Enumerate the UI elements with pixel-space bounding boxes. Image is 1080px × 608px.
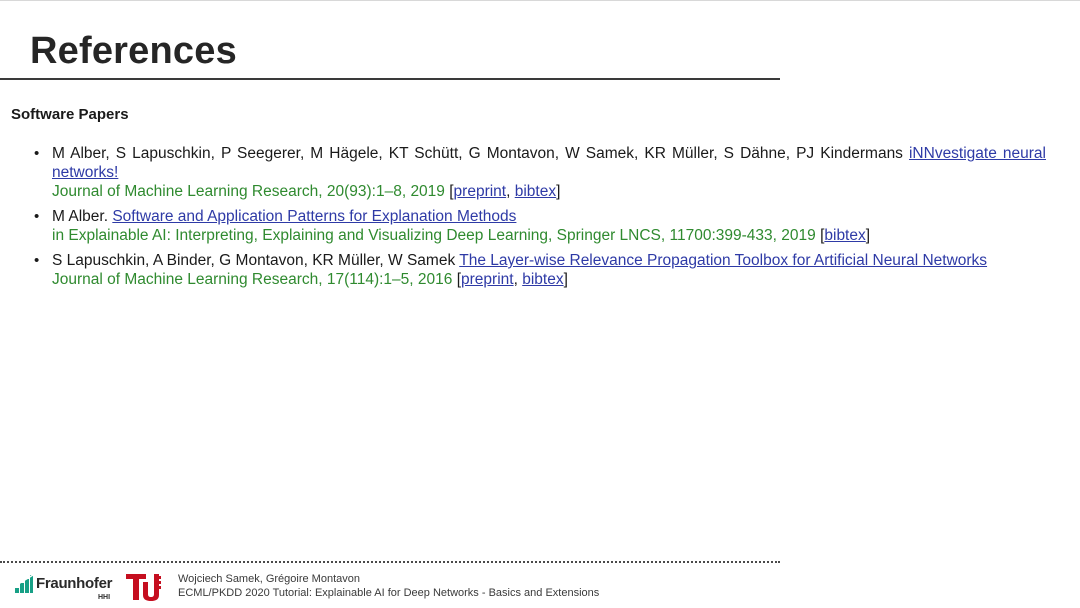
reference-venue-line (52, 270, 1046, 289)
reference-item (30, 251, 1046, 289)
bracket-close: ] (556, 183, 561, 200)
reference-authors: M Alber, S Lapuschkin, P Seegerer, M Hägele, KT Schütt, G Montavon, W Samek, KR Müller, S Dähne, PJ Kindermans (52, 145, 903, 162)
fraunhofer-logo (14, 572, 118, 606)
bullet: • (34, 252, 40, 269)
footer-presenters: Wojciech Samek, Grégoire Montavon (178, 573, 360, 585)
tu-berlin-logo-icon (124, 572, 162, 602)
page-title: References (30, 30, 237, 72)
reference-authors: M Alber. (52, 208, 108, 225)
reference-venue: Journal of Machine Learning Research, 17(114):1–5, 2016 (52, 271, 453, 288)
bracket-open: [ (456, 271, 462, 288)
reference-list (30, 144, 1046, 295)
reference-venue: in Explainable AI: Interpreting, Explaining and Visualizing Deep Learning, Springer LNCS, 11700:399-433, 2019 (52, 227, 816, 244)
footer-text (178, 572, 599, 600)
link-separator: , (506, 183, 515, 200)
reference-title-link[interactable]: iNNvestigate neural networks! (52, 145, 1046, 181)
link-separator: , (513, 271, 523, 288)
bullet: • (34, 208, 40, 225)
bracket-open: [ (449, 183, 454, 200)
title-divider (0, 78, 780, 80)
bullet: • (34, 145, 40, 162)
footer (0, 566, 1080, 608)
footer-event: ECML/PKDD 2020 Tutorial: Explainable AI for Deep Networks - Basics and Extensions (178, 587, 600, 599)
bracket-close: ] (563, 271, 568, 288)
preprint-link[interactable]: preprint (453, 183, 507, 200)
bracket-close: ] (865, 227, 871, 244)
reference-venue-line (52, 226, 1046, 245)
footer-dotted-divider (0, 561, 780, 563)
reference-main-line (52, 251, 1046, 270)
reference-authors: S Lapuschkin, A Binder, G Montavon, KR Müller, W Samek (52, 252, 456, 269)
reference-venue-line (52, 182, 1046, 201)
fraunhofer-name: Fraunhofer (36, 575, 113, 592)
bibtex-link[interactable]: bibtex (522, 271, 564, 288)
bracket-open: [ (820, 227, 825, 244)
reference-main-line (52, 207, 1046, 226)
reference-item (30, 144, 1046, 201)
top-rule (0, 0, 1080, 1)
fraunhofer-logo-icon (14, 574, 34, 594)
reference-item (30, 207, 1046, 245)
preprint-link[interactable]: preprint (461, 271, 514, 288)
reference-title-link[interactable]: Software and Application Patterns for Explanation Methods (112, 208, 517, 225)
reference-main-line (52, 144, 1046, 182)
section-heading: Software Papers (11, 106, 129, 123)
reference-venue: Journal of Machine Learning Research, 20(93):1–8, 2019 (52, 183, 445, 200)
bibtex-link[interactable]: bibtex (514, 183, 557, 200)
bibtex-link[interactable]: bibtex (824, 227, 866, 244)
reference-title-link[interactable]: The Layer-wise Relevance Propagation Toolbox for Artificial Neural Networks (459, 252, 988, 269)
fraunhofer-sub: HHI (98, 594, 111, 601)
